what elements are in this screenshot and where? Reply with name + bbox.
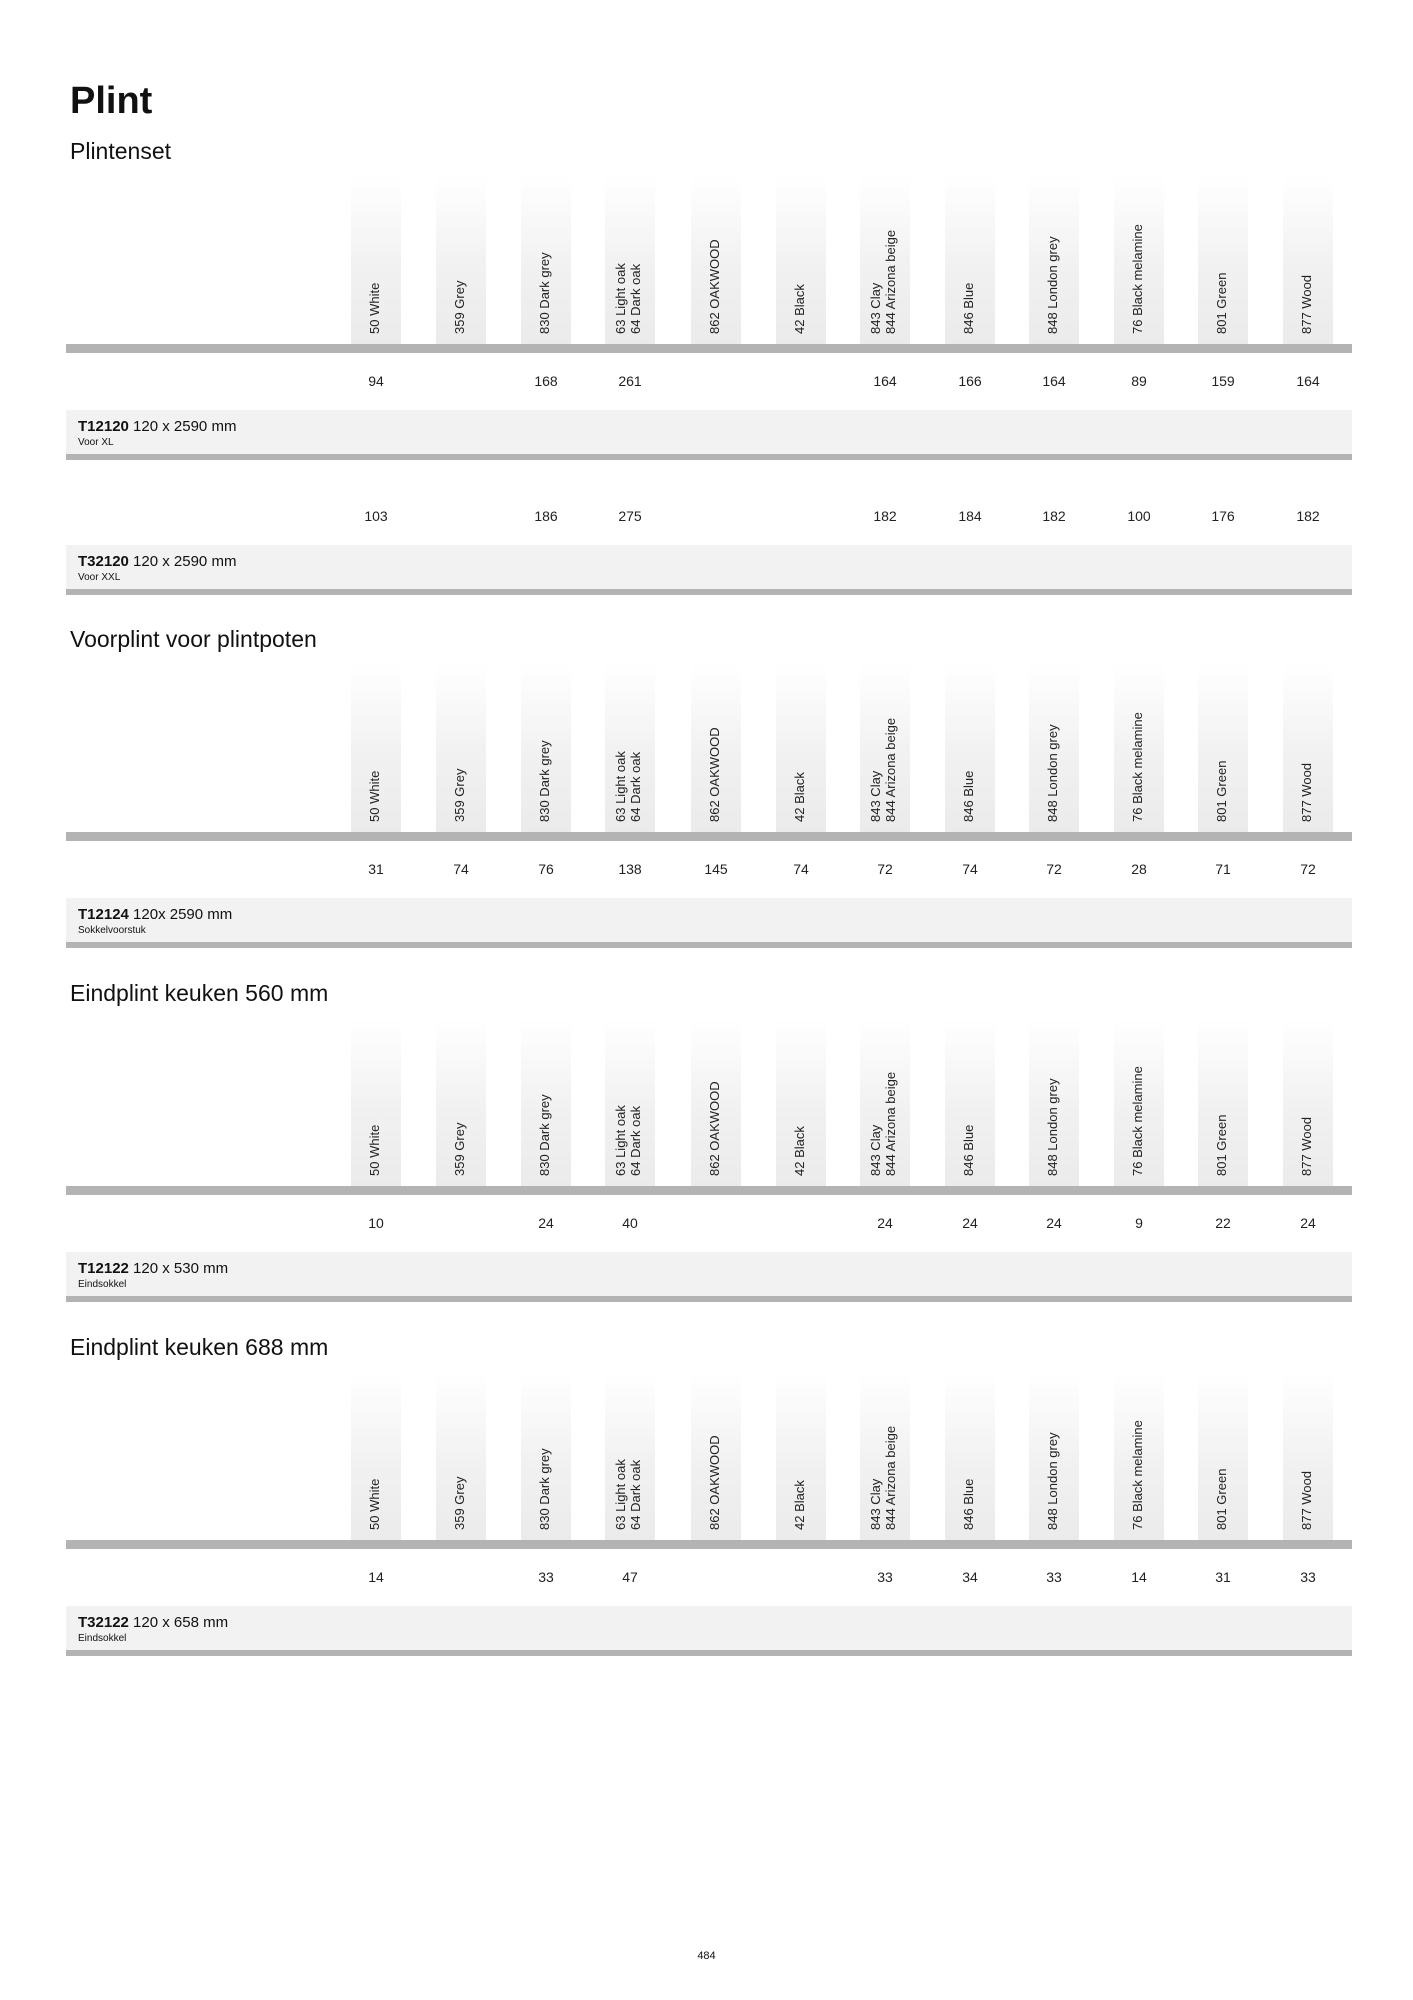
price-cell: 24 xyxy=(1300,1215,1316,1231)
color-label xyxy=(537,1448,552,1530)
color-label xyxy=(868,718,898,822)
product-name xyxy=(78,553,236,570)
color-label-line: 359 Grey xyxy=(451,1476,467,1530)
color-column xyxy=(1029,664,1079,832)
price-cell: 275 xyxy=(618,508,642,524)
color-label xyxy=(1045,1432,1060,1530)
price-cell: 33 xyxy=(1300,1569,1316,1585)
color-column xyxy=(1114,176,1164,344)
product-code: T32122 xyxy=(78,1614,129,1631)
color-label xyxy=(1299,763,1314,822)
color-label-line: 801 Green xyxy=(1213,760,1229,822)
header-bar xyxy=(66,344,1352,353)
color-column xyxy=(1029,1018,1079,1186)
color-label-line: 830 Dark grey xyxy=(536,740,552,822)
color-label-line: 63 Light oak xyxy=(613,263,628,334)
header-bar xyxy=(66,1540,1352,1549)
color-label-line: 877 Wood xyxy=(1298,762,1314,822)
color-label-line: 42 Black xyxy=(791,772,807,822)
color-label xyxy=(1130,1420,1145,1530)
color-label xyxy=(1214,761,1229,822)
color-label-line: 843 Clay xyxy=(868,282,883,334)
color-label xyxy=(613,1459,643,1530)
color-label-line: 76 Black melamine xyxy=(1129,1066,1145,1176)
color-column xyxy=(521,1372,571,1540)
price-cell: 138 xyxy=(618,861,642,877)
color-column xyxy=(776,176,826,344)
color-label xyxy=(868,1072,898,1176)
color-label-line: 64 Dark oak xyxy=(628,1459,643,1530)
price-cell: 40 xyxy=(622,1215,638,1231)
product-name xyxy=(78,1260,228,1277)
price-cell: 14 xyxy=(368,1569,384,1585)
product-size: 120x 2590 mm xyxy=(133,906,233,923)
color-label-line: 862 OAKWOOD xyxy=(706,239,722,334)
color-column xyxy=(436,1372,486,1540)
color-column xyxy=(351,176,401,344)
color-label xyxy=(1130,1066,1145,1176)
color-label-line: 50 White xyxy=(366,770,382,822)
color-label xyxy=(452,1123,467,1176)
color-label xyxy=(961,1479,976,1530)
product-code: T32120 xyxy=(78,553,129,570)
color-column xyxy=(605,664,655,832)
color-label xyxy=(613,263,643,334)
color-label-line: 63 Light oak xyxy=(613,1459,628,1530)
product-size: 120 x 2590 mm xyxy=(133,418,237,435)
price-cell: 24 xyxy=(538,1215,554,1231)
color-label-line: 844 Arizona beige xyxy=(883,1071,898,1176)
row-divider xyxy=(66,1296,1352,1302)
color-column xyxy=(1198,1018,1248,1186)
page-number: 484 xyxy=(697,1950,716,1962)
price-cell: 168 xyxy=(534,373,558,389)
row-divider xyxy=(66,1650,1352,1656)
color-column xyxy=(1283,664,1333,832)
color-label xyxy=(1299,1471,1314,1530)
color-label-line: 862 OAKWOOD xyxy=(706,727,722,822)
price-cell: 71 xyxy=(1215,861,1231,877)
color-label-line: 830 Dark grey xyxy=(536,1448,552,1530)
color-label xyxy=(613,751,643,822)
color-column xyxy=(436,176,486,344)
color-label-line: 76 Black melamine xyxy=(1129,712,1145,822)
price-cell: 100 xyxy=(1127,508,1151,524)
color-header xyxy=(66,1018,1352,1186)
color-label xyxy=(792,1480,807,1530)
price-cell: 31 xyxy=(1215,1569,1231,1585)
price-cell: 33 xyxy=(538,1569,554,1585)
color-label-line: 63 Light oak xyxy=(613,1105,628,1176)
color-label xyxy=(367,1479,382,1530)
color-label xyxy=(537,1094,552,1176)
color-label-line: 801 Green xyxy=(1213,272,1229,334)
color-column xyxy=(1198,664,1248,832)
color-column xyxy=(776,1372,826,1540)
row-divider xyxy=(66,454,1352,460)
color-column xyxy=(605,1018,655,1186)
color-label-line: 848 London grey xyxy=(1044,1078,1060,1176)
color-label-line: 844 Arizona beige xyxy=(883,1425,898,1530)
price-row xyxy=(66,861,1352,881)
color-label xyxy=(367,1125,382,1176)
color-label xyxy=(452,281,467,334)
color-label-line: 843 Clay xyxy=(868,770,883,822)
price-cell: 184 xyxy=(958,508,982,524)
color-label-line: 846 Blue xyxy=(960,1124,976,1176)
color-column xyxy=(945,1372,995,1540)
color-label xyxy=(1214,1469,1229,1530)
price-cell: 74 xyxy=(453,861,469,877)
price-cell: 145 xyxy=(704,861,728,877)
color-column xyxy=(860,1372,910,1540)
color-header xyxy=(66,664,1352,832)
color-column xyxy=(1283,176,1333,344)
price-cell: 74 xyxy=(962,861,978,877)
color-label-line: 63 Light oak xyxy=(613,751,628,822)
color-label-line: 843 Clay xyxy=(868,1124,883,1176)
color-column xyxy=(945,1018,995,1186)
color-label xyxy=(868,230,898,334)
price-cell: 9 xyxy=(1135,1215,1143,1231)
section-title: Eindplint keuken 688 mm xyxy=(70,1334,329,1360)
row-divider xyxy=(66,589,1352,595)
color-column xyxy=(521,664,571,832)
color-column xyxy=(691,1372,741,1540)
color-column xyxy=(860,664,910,832)
color-column xyxy=(1029,176,1079,344)
color-column xyxy=(1114,664,1164,832)
color-label-line: 50 White xyxy=(366,1124,382,1176)
product-size: 120 x 530 mm xyxy=(133,1260,229,1277)
price-cell: 72 xyxy=(1046,861,1062,877)
color-label xyxy=(1214,1115,1229,1176)
header-bar xyxy=(66,1186,1352,1195)
color-label-line: 42 Black xyxy=(791,284,807,334)
price-cell: 31 xyxy=(368,861,384,877)
price-cell: 159 xyxy=(1211,373,1235,389)
color-label xyxy=(537,252,552,334)
price-row xyxy=(66,1569,1352,1589)
color-label-line: 848 London grey xyxy=(1044,236,1060,334)
product-size: 120 x 2590 mm xyxy=(133,553,237,570)
color-label xyxy=(792,772,807,822)
color-label-line: 359 Grey xyxy=(451,1122,467,1176)
color-label-line: 830 Dark grey xyxy=(536,1094,552,1176)
color-label xyxy=(961,1125,976,1176)
color-label-line: 848 London grey xyxy=(1044,724,1060,822)
color-label xyxy=(367,283,382,334)
price-cell: 164 xyxy=(873,373,897,389)
color-label-line: 862 OAKWOOD xyxy=(706,1435,722,1530)
section-title: Eindplint keuken 560 mm xyxy=(70,980,329,1006)
price-cell: 10 xyxy=(368,1215,384,1231)
color-column xyxy=(521,1018,571,1186)
price-row xyxy=(66,373,1352,393)
color-label xyxy=(1045,724,1060,822)
color-label xyxy=(452,1477,467,1530)
price-cell: 28 xyxy=(1131,861,1147,877)
color-column xyxy=(1114,1372,1164,1540)
product-code: T12124 xyxy=(78,906,129,923)
price-cell: 94 xyxy=(368,373,384,389)
section-title: Voorplint voor plintpoten xyxy=(70,626,317,652)
color-column xyxy=(860,1018,910,1186)
price-cell: 176 xyxy=(1211,508,1235,524)
product-size: 120 x 658 mm xyxy=(133,1614,229,1631)
color-column xyxy=(945,664,995,832)
product-note: Sokkelvoorstuk xyxy=(78,925,146,936)
color-label-line: 848 London grey xyxy=(1044,1432,1060,1530)
product-row xyxy=(66,898,1352,942)
product-row xyxy=(66,1606,1352,1650)
color-label-line: 846 Blue xyxy=(960,1478,976,1530)
product-note: Eindsokkel xyxy=(78,1279,127,1290)
color-label-line: 877 Wood xyxy=(1298,274,1314,334)
color-column xyxy=(1198,1372,1248,1540)
color-label-line: 76 Black melamine xyxy=(1129,1420,1145,1530)
color-label xyxy=(868,1426,898,1530)
price-cell: 182 xyxy=(1296,508,1320,524)
product-name xyxy=(78,1614,228,1631)
color-label-line: 877 Wood xyxy=(1298,1470,1314,1530)
price-cell: 33 xyxy=(877,1569,893,1585)
price-cell: 103 xyxy=(364,508,388,524)
color-label-line: 64 Dark oak xyxy=(628,751,643,822)
product-row xyxy=(66,410,1352,454)
price-cell: 76 xyxy=(538,861,554,877)
color-label-line: 42 Black xyxy=(791,1126,807,1176)
price-cell: 22 xyxy=(1215,1215,1231,1231)
color-label-line: 50 White xyxy=(366,282,382,334)
color-label xyxy=(1299,275,1314,334)
product-row xyxy=(66,1252,1352,1296)
header-bar xyxy=(66,832,1352,841)
price-cell: 24 xyxy=(1046,1215,1062,1231)
product-row xyxy=(66,545,1352,589)
page-title: Plint xyxy=(70,80,153,122)
color-column xyxy=(945,176,995,344)
product-name xyxy=(78,906,232,923)
color-column xyxy=(1114,1018,1164,1186)
color-label xyxy=(1130,712,1145,822)
color-column xyxy=(776,664,826,832)
price-cell: 72 xyxy=(877,861,893,877)
color-label-line: 846 Blue xyxy=(960,770,976,822)
color-label xyxy=(707,1081,722,1176)
color-column xyxy=(521,176,571,344)
price-cell: 182 xyxy=(1042,508,1066,524)
color-label-line: 844 Arizona beige xyxy=(883,717,898,822)
color-label-line: 50 White xyxy=(366,1478,382,1530)
color-label-line: 64 Dark oak xyxy=(628,1105,643,1176)
color-label xyxy=(961,771,976,822)
color-label xyxy=(707,727,722,822)
row-divider xyxy=(66,942,1352,948)
color-label xyxy=(452,769,467,822)
color-label-line: 359 Grey xyxy=(451,280,467,334)
price-row xyxy=(66,508,1352,528)
color-label xyxy=(1299,1117,1314,1176)
product-code: T12122 xyxy=(78,1260,129,1277)
price-cell: 14 xyxy=(1131,1569,1147,1585)
color-label xyxy=(1045,1078,1060,1176)
color-column xyxy=(1198,176,1248,344)
price-cell: 164 xyxy=(1042,373,1066,389)
color-column xyxy=(351,1372,401,1540)
color-label xyxy=(613,1105,643,1176)
color-column xyxy=(436,664,486,832)
color-label xyxy=(792,1126,807,1176)
price-cell: 166 xyxy=(958,373,982,389)
price-cell: 164 xyxy=(1296,373,1320,389)
product-note: Voor XL xyxy=(78,437,114,448)
color-label xyxy=(707,1435,722,1530)
section-title: Plintenset xyxy=(70,138,172,164)
color-column xyxy=(691,1018,741,1186)
color-label-line: 862 OAKWOOD xyxy=(706,1081,722,1176)
color-column xyxy=(691,664,741,832)
product-name xyxy=(78,418,236,435)
price-cell: 47 xyxy=(622,1569,638,1585)
product-note: Voor XXL xyxy=(78,572,121,583)
color-column xyxy=(351,664,401,832)
color-column xyxy=(436,1018,486,1186)
color-label-line: 64 Dark oak xyxy=(628,263,643,334)
color-header xyxy=(66,176,1352,344)
color-label-line: 359 Grey xyxy=(451,768,467,822)
price-cell: 89 xyxy=(1131,373,1147,389)
color-label-line: 76 Black melamine xyxy=(1129,224,1145,334)
price-cell: 182 xyxy=(873,508,897,524)
product-note: Eindsokkel xyxy=(78,1633,127,1644)
color-label-line: 846 Blue xyxy=(960,282,976,334)
color-label-line: 844 Arizona beige xyxy=(883,229,898,334)
color-label-line: 843 Clay xyxy=(868,1478,883,1530)
color-column xyxy=(776,1018,826,1186)
price-cell: 261 xyxy=(618,373,642,389)
color-label xyxy=(1045,236,1060,334)
product-code: T12120 xyxy=(78,418,129,435)
color-label xyxy=(1130,224,1145,334)
color-column xyxy=(605,1372,655,1540)
price-cell: 34 xyxy=(962,1569,978,1585)
color-label xyxy=(707,239,722,334)
color-label xyxy=(961,283,976,334)
color-label xyxy=(367,771,382,822)
price-cell: 72 xyxy=(1300,861,1316,877)
price-cell: 186 xyxy=(534,508,558,524)
color-column xyxy=(860,176,910,344)
color-label-line: 801 Green xyxy=(1213,1468,1229,1530)
color-label-line: 801 Green xyxy=(1213,1114,1229,1176)
color-column xyxy=(1283,1372,1333,1540)
color-label xyxy=(792,284,807,334)
color-column xyxy=(691,176,741,344)
color-column xyxy=(1283,1018,1333,1186)
color-column xyxy=(351,1018,401,1186)
color-label-line: 877 Wood xyxy=(1298,1116,1314,1176)
color-label-line: 42 Black xyxy=(791,1480,807,1530)
price-cell: 24 xyxy=(962,1215,978,1231)
price-row xyxy=(66,1215,1352,1235)
price-cell: 33 xyxy=(1046,1569,1062,1585)
color-header xyxy=(66,1372,1352,1540)
color-label xyxy=(1214,273,1229,334)
color-column xyxy=(1029,1372,1079,1540)
price-cell: 74 xyxy=(793,861,809,877)
color-label-line: 830 Dark grey xyxy=(536,252,552,334)
color-column xyxy=(605,176,655,344)
price-cell: 24 xyxy=(877,1215,893,1231)
color-label xyxy=(537,740,552,822)
